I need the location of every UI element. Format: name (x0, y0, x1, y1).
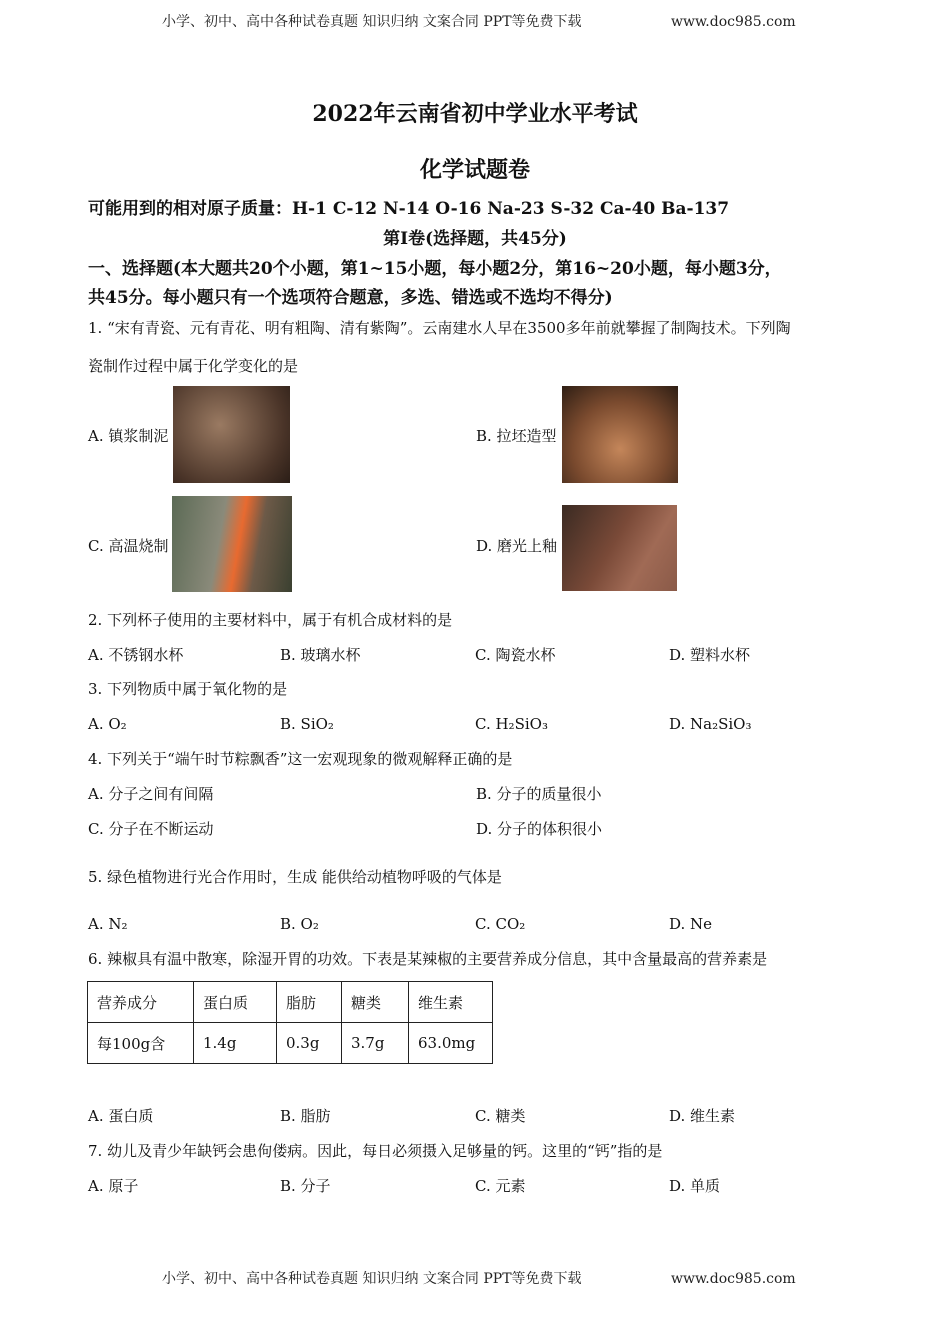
q2-option-a: A. 不锈钢水杯 (88, 646, 184, 664)
footer-text: 小学、初中、高中各种试卷真题 知识归纳 文案合同 PPT等免费下载 (162, 1271, 582, 1287)
q7-stem: 7. 幼儿及青少年缺钙会患佝偻病。因此，每日必须摄入足够量的钙。这里的“钙”指的是 (88, 1142, 663, 1160)
q5-option-d: D. Ne (669, 915, 713, 933)
q7-option-d: D. 单质 (669, 1177, 721, 1195)
table-header-row (88, 982, 493, 1023)
q4-option-d: D. 分子的体积很小 (476, 820, 603, 838)
table-cell: 脂肪 (277, 982, 342, 1023)
q1-option-a: A. 镇浆制泥 (88, 427, 169, 445)
q3-option-b: B. SiO₂ (280, 715, 334, 733)
clay-kneading-image (173, 386, 290, 483)
q2-option-c: C. 陶瓷水杯 (475, 646, 556, 664)
page-subtitle: 化学试题卷 (419, 157, 530, 183)
q4-stem: 4. 下列关于“端午时节粽飘香”这一宏观现象的微观解释正确的是 (88, 750, 513, 768)
table-cell: 1.4g (194, 1023, 277, 1064)
q1-option-b: B. 拉坯造型 (476, 427, 557, 445)
q6-option-d: D. 维生素 (669, 1107, 736, 1125)
q7-option-b: B. 分子 (280, 1177, 331, 1195)
q2-option-d: D. 塑料水杯 (669, 646, 751, 664)
header-text: 小学、初中、高中各种试卷真题 知识归纳 文案合同 PPT等免费下载 (162, 14, 582, 30)
section-instructions: 共45分。每小题只有一个选项符合题意，多选、错选或不选均不得分) (88, 288, 613, 308)
glazing-image (562, 505, 677, 591)
q3-option-a: A. O₂ (88, 715, 127, 733)
part-heading: 第Ⅰ卷(选择题，共45分) (383, 229, 567, 249)
q1-stem: 瓷制作过程中属于化学变化的是 (88, 357, 299, 375)
page-title: 2022年云南省初中学业水平考试 (312, 101, 638, 127)
atomic-masses: 可能用到的相对原子质量：H-1 C-12 N-14 O-16 Na-23 S-32 Ca-40 Ba-137 (88, 199, 730, 219)
q2-stem: 2. 下列杯子使用的主要材料中，属于有机合成材料的是 (88, 611, 453, 629)
q7-option-a: A. 原子 (88, 1177, 139, 1195)
table-cell: 0.3g (277, 1023, 342, 1064)
section-instructions: 一、选择题(本大题共20个小题，第1~15小题，每小题2分，第16~20小题，每小题3分， (88, 259, 782, 279)
q6-option-c: C. 糖类 (475, 1107, 526, 1125)
table-cell: 营养成分 (88, 982, 194, 1023)
q1-option-c: C. 高温烧制 (88, 537, 169, 555)
q1-option-d: D. 磨光上釉 (476, 537, 558, 555)
q4-option-b: B. 分子的质量很小 (476, 785, 602, 803)
q1-stem: 1. “宋有青瓷、元有青花、明有粗陶、清有紫陶”。云南建水人早在3500多年前就攀握了制陶技术。下列陶 (88, 319, 791, 337)
nutrition-table (87, 981, 493, 1064)
table-cell: 3.7g (342, 1023, 409, 1064)
q6-option-b: B. 脂肪 (280, 1107, 331, 1125)
pottery-wheel-image (562, 386, 678, 483)
q5-option-c: C. CO₂ (475, 915, 526, 933)
footer-site: www.doc985.com (671, 1271, 796, 1287)
q5-option-a: A. N₂ (88, 915, 128, 933)
q6-option-a: A. 蛋白质 (88, 1107, 154, 1125)
kiln-firing-image (172, 496, 292, 592)
q3-option-c: C. H₂SiO₃ (475, 715, 548, 733)
table-cell: 维生素 (409, 982, 493, 1023)
table-row (88, 1023, 493, 1064)
q6-stem: 6. 辣椒具有温中散寒，除湿开胃的功效。下表是某辣椒的主要营养成分信息，其中含量最高的营养素是 (88, 950, 768, 968)
q4-option-a: A. 分子之间有间隔 (88, 785, 214, 803)
table-cell: 蛋白质 (194, 982, 277, 1023)
q5-option-b: B. O₂ (280, 915, 319, 933)
q5-stem: 5. 绿色植物进行光合作用时，生成 能供给动植物呼吸的气体是 (88, 868, 502, 886)
q2-option-b: B. 玻璃水杯 (280, 646, 361, 664)
q4-option-c: C. 分子在不断运动 (88, 820, 214, 838)
q3-stem: 3. 下列物质中属于氧化物的是 (88, 680, 288, 698)
q7-option-c: C. 元素 (475, 1177, 526, 1195)
table-cell: 每100g含 (88, 1023, 194, 1064)
table-cell: 糖类 (342, 982, 409, 1023)
header-site: www.doc985.com (671, 14, 796, 30)
table-cell: 63.0mg (409, 1023, 493, 1064)
q3-option-d: D. Na₂SiO₃ (669, 715, 752, 733)
